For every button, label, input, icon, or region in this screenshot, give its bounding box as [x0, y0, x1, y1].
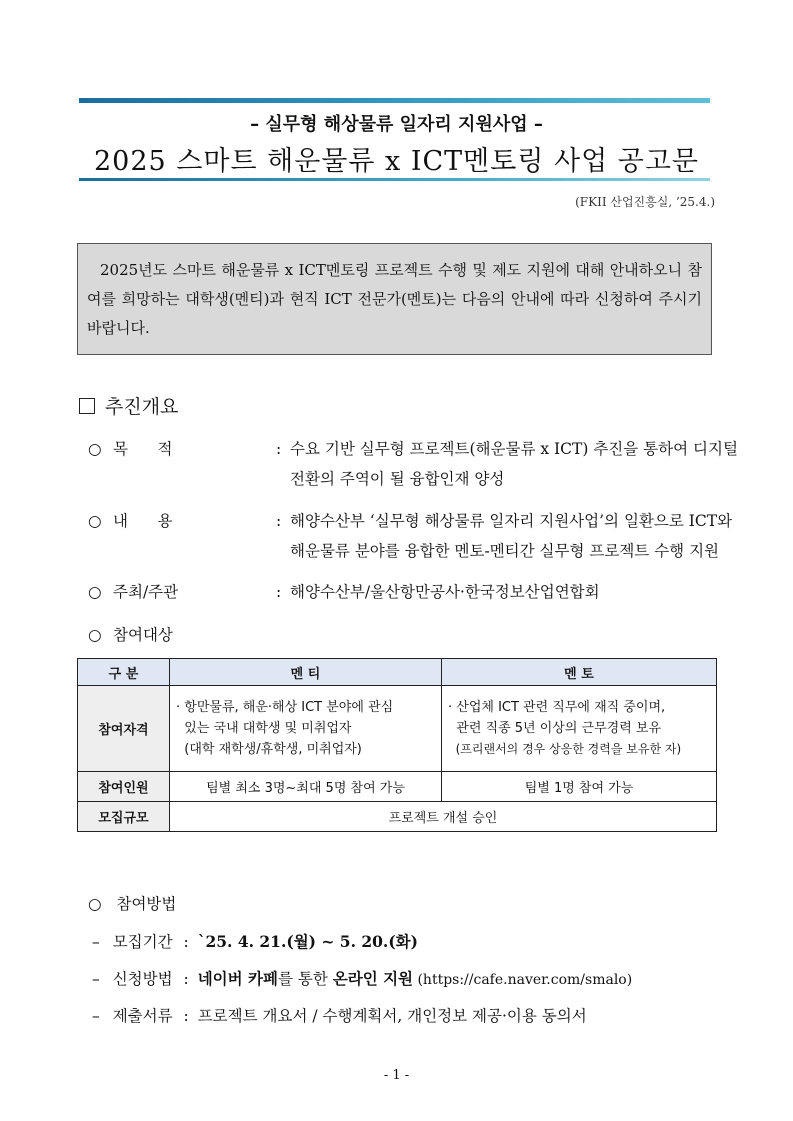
mentor-eligibility: [442, 686, 717, 772]
item-desc-line2: 전환의 주역이 될 융합인재 양성: [290, 470, 505, 488]
mentor-eligibility-line: · 산업체 ICT 관련 직무에 재직 중이며,: [448, 700, 666, 715]
apply-url: (https://cafe.naver.com/smalo): [413, 972, 633, 988]
table-row: [78, 686, 717, 772]
item-label: 내 용: [113, 512, 173, 530]
mentee-eligibility-line: 있는 국내 대학생 및 미취업자: [176, 721, 352, 736]
mentee-eligibility-line: · 항만물류, 해운·해상 ICT 분야에 관심: [176, 700, 394, 715]
header-bottom-rule: [79, 178, 710, 181]
section-heading-text: 추진개요: [105, 396, 179, 418]
mentee-headcount: 팀별 최소 3명~최대 5명 참여 가능: [170, 772, 442, 802]
item-desc-line1: 수요 기반 실무형 프로젝트(해운물류 x ICT) 추진을 통하여 디지털: [290, 440, 738, 458]
header-top-rule: [79, 98, 710, 103]
circle-bullet-icon: ○: [88, 583, 102, 601]
apply-channel: 네이버 카페: [197, 969, 278, 988]
item-desc-line1: 해양수산부/울산항만공사·한국정보산업연합회: [290, 583, 600, 601]
checkbox-square-icon: [79, 398, 95, 414]
mentor-eligibility-line: (프리랜서의 경우 상응한 경력을 보유한 자): [448, 742, 682, 756]
dash-icon: –: [92, 970, 100, 988]
row-label-eligibility: 참여자격: [78, 686, 170, 772]
circle-bullet-icon: ○: [88, 512, 102, 530]
required-documents: 프로젝트 개요서 / 수행계획서, 개인정보 제공·이용 동의서: [197, 1007, 587, 1025]
apply-online: 온라인 지원: [332, 969, 414, 988]
method-label: 신청방법: [112, 970, 173, 988]
item-label: 목 적: [113, 440, 173, 458]
method-colon: :: [183, 1007, 189, 1025]
document-title: 2025 스마트 해운물류 x ICT멘토링 사업 공고문: [94, 146, 699, 177]
method-apply: [92, 967, 632, 989]
participation-table: [77, 658, 717, 832]
circle-bullet-icon: ○: [88, 440, 102, 458]
item-colon: :: [276, 583, 282, 601]
method-documents: [92, 1004, 587, 1026]
method-period: [92, 930, 418, 952]
apply-text: 를 통한: [277, 970, 333, 988]
item-label: 주최/주관: [113, 583, 179, 601]
page-number: - 1 -: [383, 1068, 410, 1083]
mentee-eligibility: [170, 686, 442, 772]
row-label-scale: 모집규모: [78, 802, 170, 832]
table-header-row: [78, 659, 717, 686]
dash-icon: –: [92, 1007, 100, 1025]
recruitment-scale: 프로젝트 개설 승인: [170, 802, 717, 832]
table-header-mentee: 멘 티: [170, 659, 442, 686]
method-heading-text: 참여방법: [116, 895, 177, 913]
table-row: [78, 802, 717, 832]
item-colon: :: [276, 440, 282, 458]
item-label: 참여대상: [113, 626, 173, 644]
table-row: [78, 772, 717, 802]
method-colon: :: [183, 970, 189, 988]
table-header-category: 구 분: [78, 659, 170, 686]
method-label: 제출서류: [112, 1007, 173, 1025]
method-label: 모집기간: [112, 933, 173, 951]
method-heading: [88, 892, 176, 914]
item-colon: :: [276, 512, 282, 530]
item-desc-line2: 해운물류 분야를 융합한 멘토-멘티간 실무형 프로젝트 수행 지원: [290, 542, 720, 560]
circle-bullet-icon: ○: [88, 895, 102, 913]
dash-icon: –: [92, 933, 100, 951]
mentor-eligibility-line: 관련 직종 5년 이상의 근무경력 보유: [448, 721, 662, 736]
item-desc-line1: 해양수산부 ‘실무형 해상물류 일자리 지원사업’의 일환으로 ICT와: [290, 512, 733, 530]
section-heading: [79, 392, 178, 419]
intro-box: 2025년도 스마트 해운물류 x ICT멘토링 프로젝트 수행 및 제도 지원에 대해 안내하오니 참여를 희망하는 대학생(멘티)과 현직 ICT 전문가(멘토)는 다음의 안내에 따라 신청하여 주시기 바랍니다.: [77, 243, 712, 355]
document-source: (FKII 산업진흥실, ’25.4.): [575, 195, 715, 209]
mentor-headcount: 팀별 1명 참여 가능: [442, 772, 717, 802]
mentee-eligibility-line: (대학 재학생/휴학생, 미취업자): [176, 742, 362, 757]
recruitment-period: `25. 4. 21.(월) ~ 5. 20.(화): [197, 932, 418, 951]
method-colon: :: [183, 933, 189, 951]
row-label-headcount: 참여인원: [78, 772, 170, 802]
table-header-mentor: 멘 토: [442, 659, 717, 686]
circle-bullet-icon: ○: [88, 626, 102, 644]
document-subtitle: – 실무형 해상물류 일자리 지원사업 –: [250, 114, 543, 135]
